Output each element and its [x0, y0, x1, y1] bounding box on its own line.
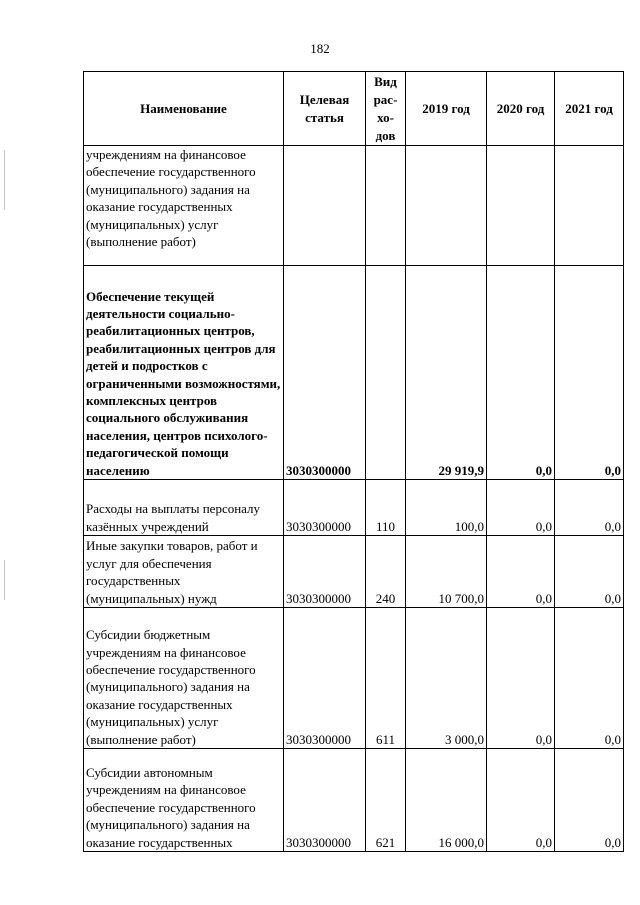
row-2020 [487, 146, 555, 266]
header-2021: 2021 год [555, 72, 624, 146]
row-name: Расходы на выплаты персоналу казённых учреждений [84, 480, 284, 536]
row-2021: 0,0 [555, 608, 624, 749]
row-2020: 0,0 [487, 608, 555, 749]
row-2019: 100,0 [406, 480, 487, 536]
table-header-row [84, 72, 624, 146]
header-2019: 2019 год [406, 72, 487, 146]
table-row [84, 146, 624, 266]
row-2020: 0,0 [487, 536, 555, 608]
row-name: Субсидии автономным учреждениям на финансовое обеспечение государственного (муниципального) задания на оказание государственных [84, 749, 284, 852]
header-target-article: Целевая статья [284, 72, 366, 146]
row-name: Субсидии бюджетным учреждениям на финансовое обеспечение государственного (муниципального) задания на оказание государственных (муниципальных) услуг (выполнение работ) [84, 608, 284, 749]
table-row [84, 266, 624, 480]
row-target-article: 3030300000 [284, 480, 366, 536]
scan-edge-mark [4, 560, 5, 600]
row-2021: 0,0 [555, 480, 624, 536]
header-expense-kind: Вид рас-хо-дов [366, 72, 406, 146]
row-2019 [406, 146, 487, 266]
row-target-article: 3030300000 [284, 749, 366, 852]
scan-edge-mark [4, 150, 5, 210]
row-2020: 0,0 [487, 749, 555, 852]
table-row [84, 608, 624, 749]
row-expense-kind: 621 [366, 749, 406, 852]
row-expense-kind: 110 [366, 480, 406, 536]
row-name: учреждениям на финансовое обеспечение государственного (муниципального) задания на оказание государственных (муниципальных) услуг (выполнение работ) [84, 146, 284, 266]
row-target-article [284, 146, 366, 266]
row-expense-kind [366, 146, 406, 266]
row-name: Иные закупки товаров, работ и услуг для обеспечения государственных (муниципальных) нужд [84, 536, 284, 608]
row-2019: 29 919,9 [406, 266, 487, 480]
budget-table [83, 71, 624, 852]
row-2021 [555, 146, 624, 266]
row-2020: 0,0 [487, 480, 555, 536]
row-target-article: 3030300000 [284, 536, 366, 608]
row-2021: 0,0 [555, 536, 624, 608]
row-2020: 0,0 [487, 266, 555, 480]
row-expense-kind: 240 [366, 536, 406, 608]
header-name: Наименование [84, 72, 284, 146]
row-2019: 16 000,0 [406, 749, 487, 852]
row-2021: 0,0 [555, 749, 624, 852]
row-target-article: 3030300000 [284, 608, 366, 749]
row-name: Обеспечение текущей деятельности социально-реабилитационных центров, реабилитационных центров для детей и подростков с ограниченными возможностями, комплексных центров социального обслуживания населения, центров психолого-педагогической помощи населению [84, 266, 284, 480]
table-row [84, 480, 624, 536]
row-2019: 10 700,0 [406, 536, 487, 608]
table-row [84, 749, 624, 852]
header-2020: 2020 год [487, 72, 555, 146]
page-number: 182 [310, 41, 330, 56]
row-expense-kind [366, 266, 406, 480]
row-2021: 0,0 [555, 266, 624, 480]
table-row [84, 536, 624, 608]
row-expense-kind: 611 [366, 608, 406, 749]
row-target-article: 3030300000 [284, 266, 366, 480]
row-2019: 3 000,0 [406, 608, 487, 749]
